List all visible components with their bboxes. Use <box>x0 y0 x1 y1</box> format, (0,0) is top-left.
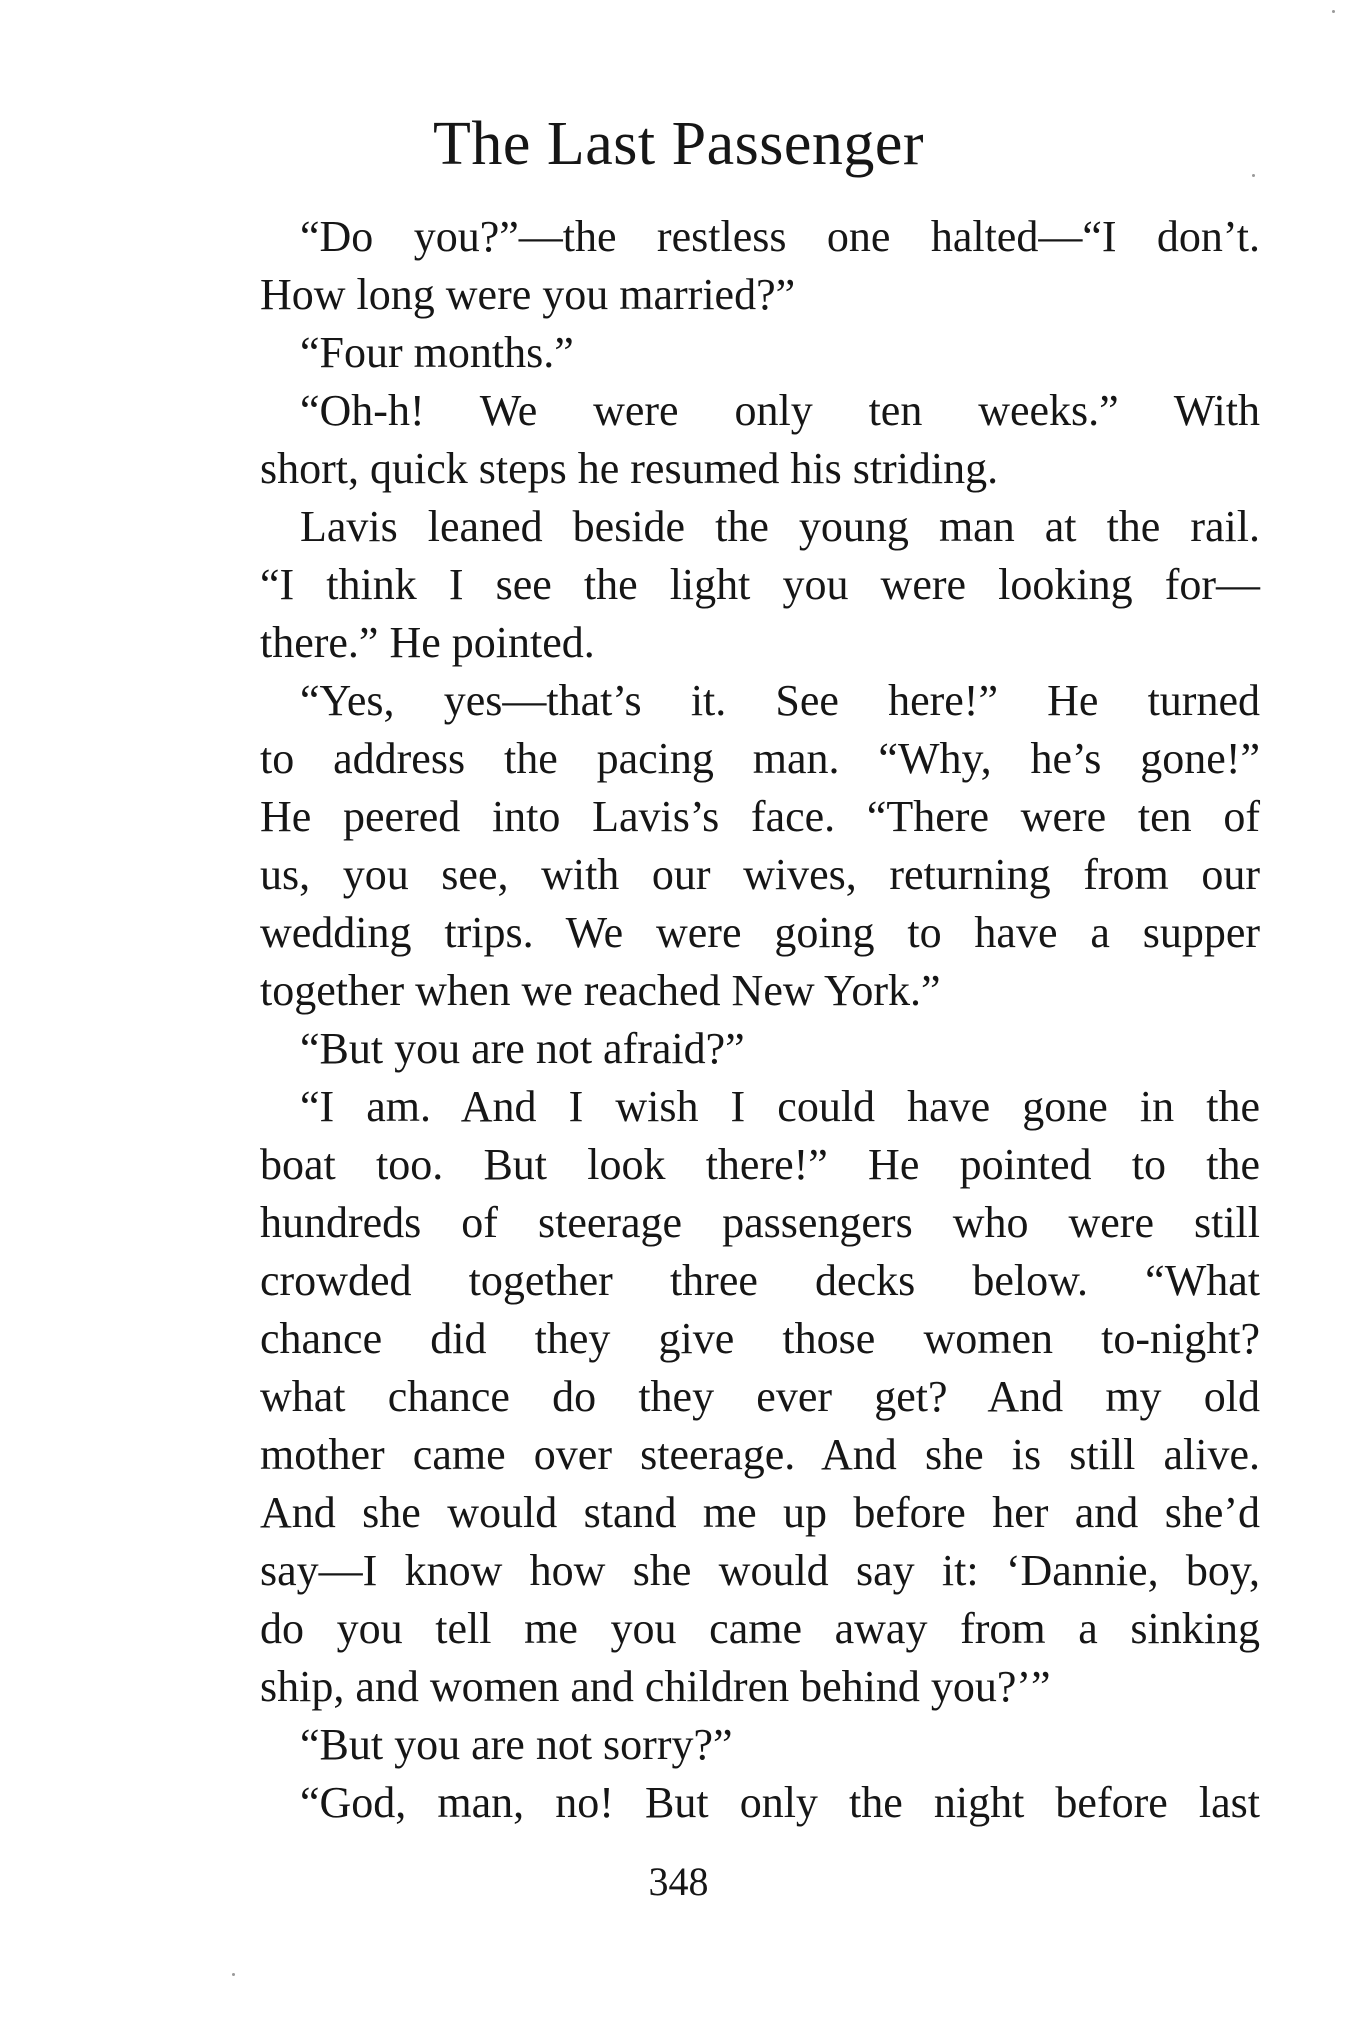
text-line: mother came over steerage. And she is still alive. <box>260 1430 1260 1479</box>
page-number: 348 <box>648 1859 709 1904</box>
text-line: “Oh-h! We were only ten weeks.” With <box>300 386 1260 435</box>
text-line: “But you are not afraid?” <box>300 1024 745 1073</box>
text-line: to address the pacing man. “Why, he’s gone!” <box>260 734 1260 783</box>
text-line: say—I know how she would say it: ‘Dannie, boy, <box>260 1546 1260 1595</box>
text-line: “But you are not sorry?” <box>300 1720 733 1769</box>
text-line: boat too. But look there!” He pointed to the <box>260 1140 1260 1189</box>
text-line: “Four months.” <box>300 328 574 377</box>
paper-speck <box>1332 10 1335 13</box>
text-line: How long were you married?” <box>260 270 796 319</box>
text-line: hundreds of steerage passengers who were still <box>260 1198 1260 1247</box>
text-line: together when we reached New York.” <box>260 966 941 1015</box>
text-line: “I think I see the light you were looking for— <box>260 560 1260 609</box>
text-line: what chance do they ever get? And my old <box>260 1372 1260 1421</box>
text-line: ship, and women and children behind you?’” <box>260 1662 1051 1711</box>
text-line: “God, man, no! But only the night before last <box>300 1778 1260 1827</box>
text-line: “I am. And I wish I could have gone in the <box>300 1082 1260 1131</box>
text-line: short, quick steps he resumed his striding. <box>260 444 999 493</box>
text-line: chance did they give those women to-night? <box>260 1314 1260 1363</box>
paper-speck <box>232 1973 235 1976</box>
text-line: there.” He pointed. <box>260 618 595 667</box>
text-line: “Yes, yes—that’s it. See here!” He turned <box>300 676 1260 725</box>
paper-speck <box>1252 174 1255 177</box>
text-line: crowded together three decks below. “What <box>260 1256 1260 1305</box>
body-text <box>260 208 1260 1832</box>
text-line: us, you see, with our wives, returning from our <box>260 850 1260 899</box>
text-line: He peered into Lavis’s face. “There were ten of <box>260 792 1260 841</box>
text-line: do you tell me you came away from a sinking <box>260 1604 1260 1653</box>
text-line: Lavis leaned beside the young man at the rail. <box>300 502 1260 551</box>
running-head: The Last Passenger <box>432 110 925 178</box>
text-line: “Do you?”—the restless one halted—“I don’t. <box>300 212 1260 261</box>
text-line: wedding trips. We were going to have a supper <box>260 908 1260 957</box>
text-line: And she would stand me up before her and she’d <box>260 1488 1260 1537</box>
